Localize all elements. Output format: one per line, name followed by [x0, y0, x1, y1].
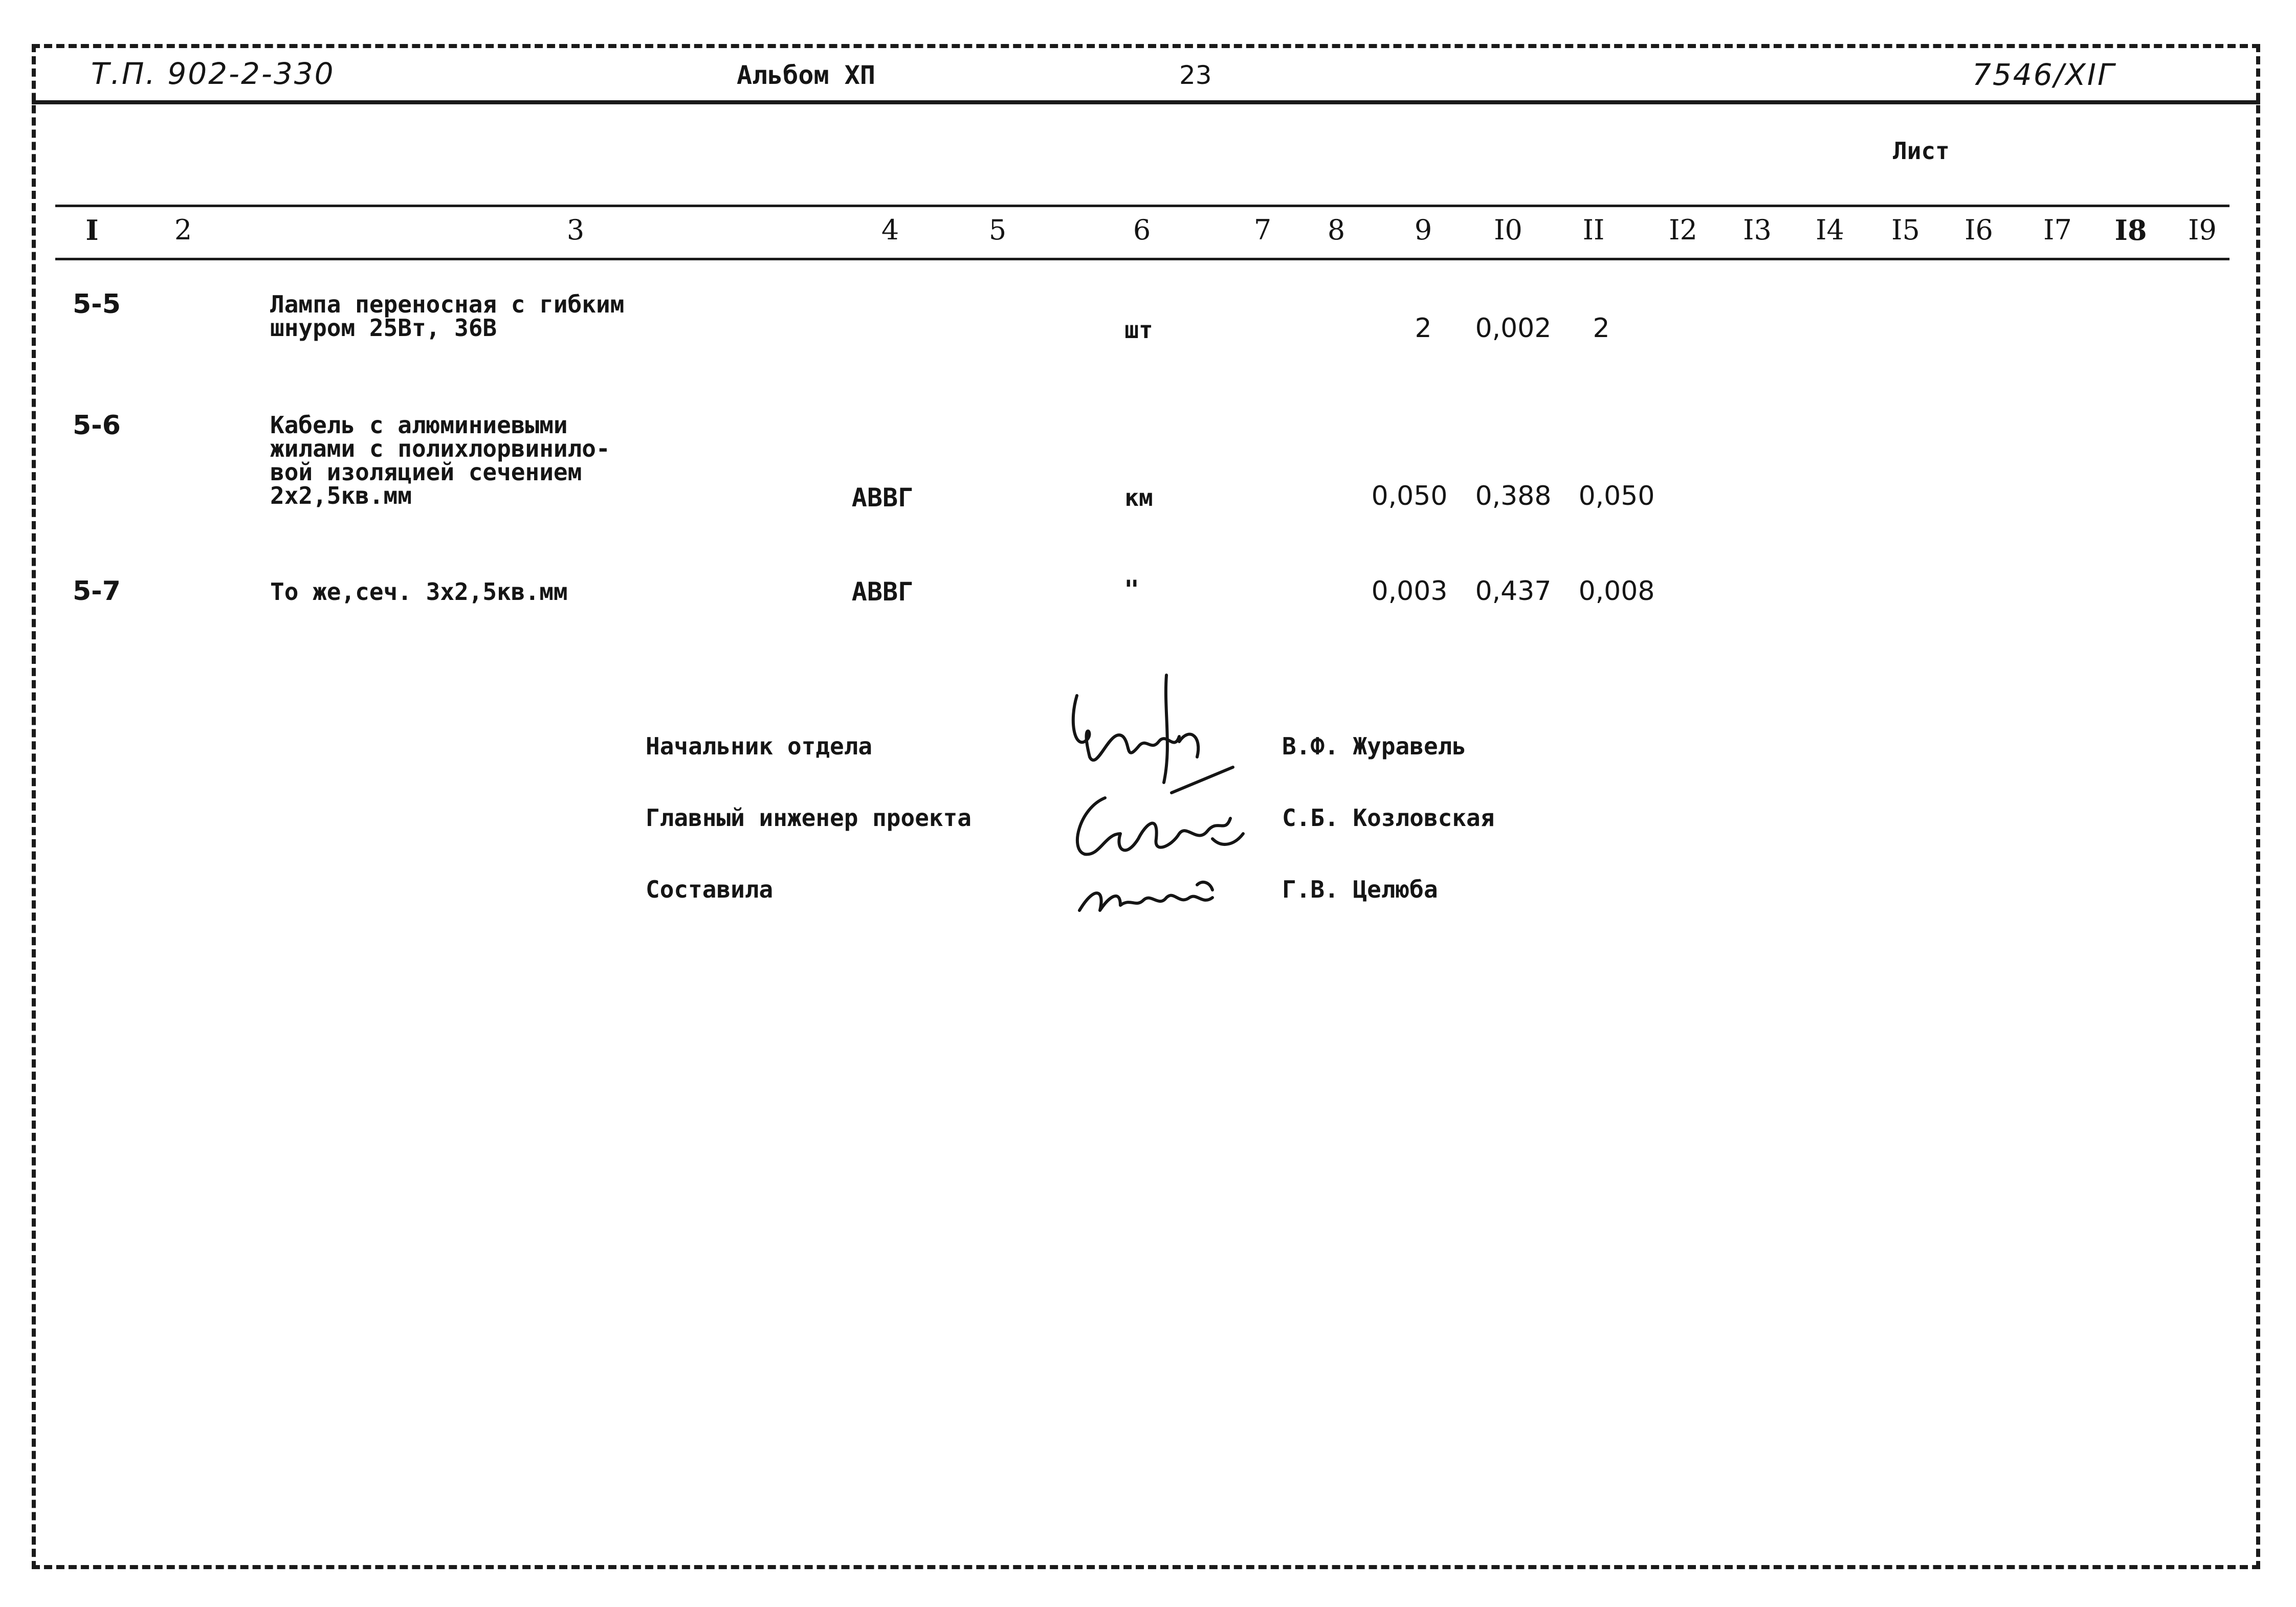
- row-col9: 0,050: [1371, 481, 1448, 511]
- row-unit: ": [1123, 575, 1140, 605]
- signature-name: Г.В. Целюба: [1282, 876, 1438, 903]
- column-5: 5: [988, 214, 1007, 246]
- row-unit: шт: [1124, 316, 1153, 344]
- row-code: 5-6: [73, 410, 121, 441]
- row-col10: 0,002: [1475, 313, 1552, 344]
- column-9: 9: [1414, 214, 1432, 246]
- page-number: 23: [1179, 60, 1212, 90]
- column-13: I3: [1743, 214, 1772, 246]
- column-17: I7: [2043, 214, 2072, 246]
- header-divider: [32, 100, 2260, 104]
- row-mark: АВВГ: [851, 483, 914, 512]
- row-col9: 2: [1415, 313, 1432, 344]
- row-code: 5-7: [73, 576, 121, 607]
- row-description-line: жилами с полихлорвинило-: [270, 435, 610, 462]
- album-label: Альбом ХП: [737, 60, 875, 90]
- signature-name: С.Б. Козловская: [1282, 804, 1495, 832]
- row-col11: 2: [1593, 313, 1610, 344]
- row-col10: 0,388: [1475, 481, 1552, 511]
- signature-title: Начальник отдела: [646, 732, 873, 760]
- column-10: I0: [1494, 214, 1522, 246]
- doc-code: Т.П. 902-2-330: [91, 56, 335, 91]
- column-6: 6: [1133, 214, 1151, 246]
- row-col10: 0,437: [1475, 576, 1552, 607]
- row-code: 5-5: [73, 289, 121, 320]
- sheet-label: Лист: [1893, 137, 1950, 165]
- column-3: 3: [566, 214, 585, 246]
- column-11: II: [1582, 214, 1605, 246]
- row-description-line: То же,сеч. 3х2,5кв.мм: [270, 578, 568, 606]
- table-header-line: [55, 258, 2229, 260]
- column-14: I4: [1816, 214, 1844, 246]
- column-16: I6: [1964, 214, 1993, 246]
- column-2: 2: [174, 214, 192, 246]
- row-description-line: шнуром 25Вт, 36В: [270, 314, 497, 342]
- signature-title: Главный инженер проекта: [646, 804, 972, 832]
- row-col9: 0,003: [1371, 576, 1448, 607]
- row-description-line: 2х2,5кв.мм: [270, 482, 412, 509]
- column-19: I9: [2188, 214, 2217, 246]
- row-col11: 0,050: [1578, 481, 1655, 511]
- row-description-line: вой изоляцией сечением: [270, 458, 582, 486]
- row-unit: км: [1124, 484, 1153, 511]
- signature-name: В.Ф. Журавель: [1282, 732, 1467, 760]
- ref-number: 7546/XIГ: [1972, 57, 2116, 92]
- column-18: I8: [2114, 214, 2147, 247]
- row-col11: 0,008: [1578, 576, 1655, 607]
- row-mark: АВВГ: [851, 577, 914, 607]
- column-1: I: [85, 214, 99, 247]
- handwritten-signatures: [1049, 665, 1264, 931]
- column-12: I2: [1669, 214, 1697, 246]
- row-description-line: Кабель с алюминиевыми: [270, 411, 568, 439]
- column-8: 8: [1327, 214, 1345, 246]
- row-description-line: Лампа переносная с гибким: [270, 291, 625, 318]
- column-7: 7: [1253, 214, 1272, 246]
- table-top-line: [55, 205, 2229, 207]
- column-15: I5: [1891, 214, 1920, 246]
- column-4: 4: [881, 214, 899, 246]
- signature-title: Составила: [646, 876, 774, 903]
